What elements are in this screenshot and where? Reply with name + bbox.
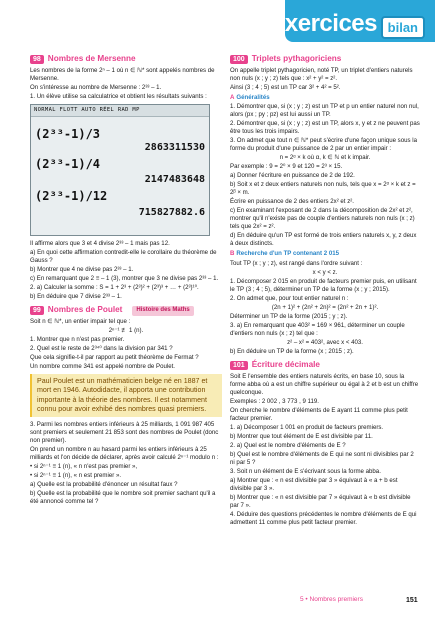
question: c) En examinant l'exposant de 2 dans la décomposition de 2x² et z², montrer qu'il n'existe pas de couple d'entiers naturels non nuls (x ; z) tels que 2x² = z². — [230, 207, 415, 231]
question: 1. a) Décomposer 1 001 en produit de facteurs premiers. — [230, 423, 384, 431]
calc-result: 715827882.6 — [138, 206, 205, 218]
question: 4. Déduire des questions précédentes le nombre d'éléments de E qui admettent 11 comme plus petit facteur premier. — [230, 511, 417, 527]
question: Que cela signifie-t-il par rapport au petit théorème de Fermat ? — [30, 354, 199, 362]
question: b) Montrer que tout élément de E est divisible par 11. — [230, 432, 373, 440]
exercise-number: 99 — [30, 306, 44, 315]
calc-result: 2147483648 — [144, 173, 205, 185]
exercise-101-header — [230, 360, 420, 371]
page-header — [0, 0, 435, 48]
paragraph: On s'intéresse au nombre de Mersenne : 2³³ – 1. — [30, 83, 162, 91]
paragraph: Tout TP (x ; y ; z), est rangé dans l'ordre suivant : — [230, 259, 363, 267]
question: b) Montrer que : « n est divisible par 7 » équivaut à « b est divisible par 7 ». — [230, 494, 411, 510]
right-column — [230, 54, 420, 528]
question: a) Montrer que : « n est divisible par 3 » équivaut à « a + b est divisible par 3 ». — [230, 477, 398, 493]
question: d) En déduire qu'un TP est formé de trois entiers naturels x, y, z deux à deux distincts. — [230, 232, 417, 248]
formula: n = 2ᵅ × k où α, k ∈ ℕ et k impair. — [279, 154, 371, 162]
exercise-number: 101 — [230, 361, 248, 370]
question: c) En remarquant que 2 ≡ – 1 (3), montrer que 3 ne divise pas 2³³ – 1. — [30, 275, 219, 283]
exercise-number: 100 — [230, 55, 248, 64]
exercise-title: Nombres de Mersenne — [47, 54, 136, 63]
calc-expression: (2³³-1)/3 — [35, 126, 101, 141]
exercise-title: Nombres de Poulet — [47, 305, 123, 315]
question: a) Quelle est la probabilité d'énoncer un résultat faux ? — [30, 481, 178, 489]
question: 1. Montrer que n n'est pas premier. — [30, 336, 125, 344]
header-badge: bilan — [381, 16, 425, 39]
biography-note: Paul Poulet est un mathématicien belge né en 1887 et mort en 1946. Autodidacte, il apporta une contribution importante à la théorie des nombres. Il est notamment connu pour avoir exhibé des nombres quasi premiers. — [30, 374, 222, 417]
question: 3. On admet que tout n ∈ ℕ* peut s'écrire d'une façon unique sous la forme du produit d'une puissance de 2 par un entier impair : — [230, 137, 417, 153]
paragraph: Soit E l'ensemble des entiers naturels écrits, en base 10, sous la forme abba où a est un chiffre supérieur ou égal à 2 et b est un chiffre quelconque. — [230, 372, 419, 396]
section-heading: A Généralités — [230, 93, 270, 101]
page-number: 151 — [406, 597, 418, 604]
calculator-status-bar: NORMAL FLOTT AUTO RÉEL RAD MP — [31, 105, 209, 117]
paragraph: Exemples : 2 002 , 3 773 , 9 119. — [230, 397, 319, 405]
calc-result: 2863311530 — [144, 141, 205, 153]
formula: 2ⁿ⁻¹ ≢ 1 (n). — [108, 327, 144, 335]
formula: (2n + 1)² + (2n² + 2n)² = (2n² + 2n + 1)². — [271, 303, 379, 311]
question: 1. Décomposer 2 015 en produit de facteurs premier puis, en utilisant le TP (3 ; 4 ; 5), déterminer un TP de la forme (x ; y ; 2015). — [230, 277, 417, 293]
question: b) Quel est le nombre d'éléments de E qui ne sont ni divisibles par 2 ni par 5 ? — [230, 450, 414, 466]
question: 3. a) En remarquant que 403² = 169 × 961, déterminer un couple d'entiers non nuls (x ; z) tel que : — [230, 321, 405, 337]
question: b) En déduire que 7 divise 2³³ – 1. — [30, 293, 122, 301]
paragraph: Soit n ∈ ℕ*, un entier impair tel que : — [30, 318, 131, 325]
paragraph: On prend un nombre n au hasard parmi les entiers inférieurs à 25 milliards et l'on décide de déclarer, après avoir calculé 2ⁿ⁻¹ modulo n : — [30, 446, 219, 462]
question: b) Soit x et z deux entiers naturels non nuls, tels que x = 2ᵅ × k et z = 2ᵝ × m. — [230, 181, 416, 197]
question: 2. On admet que, pour tout entier naturel n : — [230, 294, 349, 302]
question: 2. a) Quel est le nombre d'éléments de E ? — [230, 441, 346, 449]
paragraph: On cherche le nombre d'éléments de E ayant 11 comme plus petit facteur premier. — [230, 406, 408, 422]
exercise-number: 98 — [30, 55, 44, 64]
history-tag: Histoire des Maths — [132, 306, 193, 316]
left-column — [30, 54, 222, 507]
question: 2. Quel est le reste de 2³⁴⁰ dans la division par 341 ? — [30, 345, 173, 353]
exercise-99-header — [30, 305, 222, 316]
paragraph: On appelle triplet pythagoricien, noté TP, un triplet d'entiers naturels non nuls (x ; y ; z) tels que : x² + y² = z². — [230, 66, 413, 82]
list-item: • si 2ⁿ⁻¹ ≡ 1 (n), « n n'est pas premier », — [30, 463, 138, 471]
question: 1. Démontrer que, si (x ; y ; z) est un TP et p un entier naturel non nul, alors (px ; py ; pz) est lui aussi un TP. — [230, 102, 419, 118]
question: 1. Un élève utilise sa calculatrice et obtient les résultats suivants : — [30, 92, 207, 100]
formula: z² – x² = 403², avec x < 403. — [287, 338, 363, 346]
exercise-100-header — [230, 54, 420, 65]
question: a) En quoi cette affirmation contredit-elle le corollaire du théorème de Gauss ? — [30, 248, 217, 265]
list-item: • si 2ⁿ⁻¹ ≡ 1 (n), « n est premier ». — [30, 472, 122, 480]
section-heading: B Recherche d'un TP contenant 2 015 — [230, 250, 339, 258]
header-title: Exercices — [269, 10, 377, 37]
calc-expression: (2³³-1)/4 — [35, 156, 101, 171]
question: Écrire en puissance de 2 des entiers 2x² et z². — [230, 198, 354, 206]
formula: x < y < z. — [312, 268, 338, 276]
exercise-title: Écriture décimale — [251, 359, 320, 369]
exercise-98-header — [30, 54, 222, 65]
calculator-screen — [30, 104, 210, 236]
question: a) Donner l'écriture en puissance de 2 de 192. — [230, 172, 355, 180]
paragraph: Il affirme alors que 3 et 4 divise 2³³ – 1 mais pas 12. — [30, 239, 170, 247]
question: 3. Parmi les nombres entiers inférieurs à 25 milliards, 1 091 987 405 sont premiers et seulement 21 853 sont des nombres de Poulet (donc non premier). — [30, 421, 219, 445]
paragraph: Par exemple : 9 = 2⁰ × 9 et 120 = 2³ × 15. — [230, 163, 343, 171]
footer-chapter: 5 • Nombres premiers — [300, 596, 363, 603]
question: 2. Démontrer que, si (x ; y ; z) est un TP, alors x, y et z ne peuvent pas être tous les trois impairs. — [230, 120, 420, 136]
paragraph: Un nombre comme 341 est appelé nombre de Poulet. — [30, 363, 175, 371]
question: b) Quelle est la probabilité que le nombre soit premier sachant qu'il a été annoncé comme tel ? — [30, 490, 216, 506]
exercise-title: Triplets pythagoriciens — [251, 54, 342, 63]
paragraph: Les nombres de la forme 2ⁿ – 1 où n ∈ ℕ* sont appelés nombres de Mersenne. — [30, 66, 215, 82]
paragraph: Ainsi (3 ; 4 ; 5) est un TP car 3² + 4² = 5². — [230, 83, 341, 91]
question: Déterminer un TP de la forme (2015 ; y ; z). — [230, 312, 348, 320]
question: b) Montrer que 4 ne divise pas 2³³ – 1. — [30, 266, 134, 274]
question: 2. a) Calculer la somme : S = 1 + 2³ + (2³)² + (2³)³ + … + (2³)¹⁰. — [30, 284, 199, 292]
question: b) En déduire un TP de la forme (x ; 2015 ; z). — [230, 347, 354, 355]
question: 3. Soit n un élément de E s'écrivant sous la forme abba. — [230, 468, 381, 476]
calc-expression: (2³³-1)/12 — [35, 188, 108, 203]
